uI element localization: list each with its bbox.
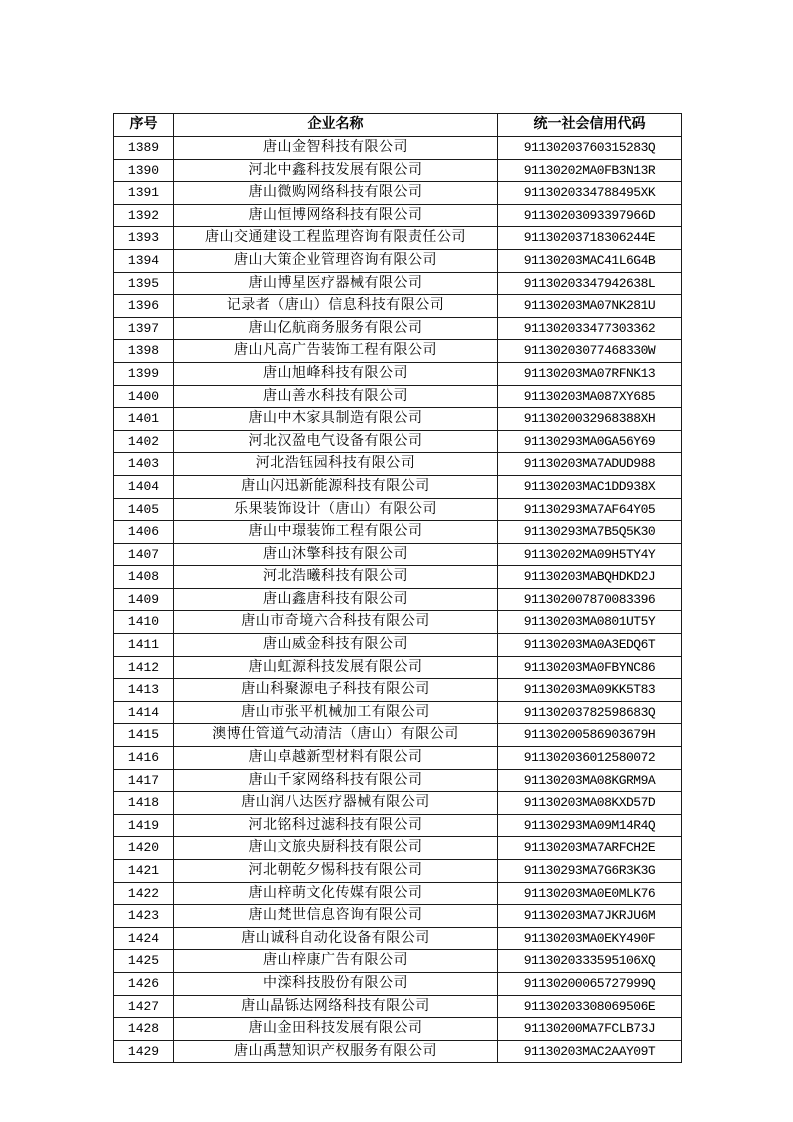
row-credit-code: 91130202MA09H5TY4Y	[498, 543, 682, 566]
row-credit-code: 91130293MA7AF64Y05	[498, 498, 682, 521]
row-credit-code: 91130200MA7FCLB73J	[498, 1018, 682, 1041]
row-credit-code: 91130203347942638L	[498, 272, 682, 295]
table-row	[114, 475, 682, 498]
row-serial-number: 1391	[114, 182, 174, 205]
row-company-name: 唐山科聚源电子科技有限公司	[174, 679, 498, 702]
row-serial-number: 1406	[114, 521, 174, 544]
row-credit-code: 91130202MA0FB3N13R	[498, 159, 682, 182]
table-row	[114, 340, 682, 363]
row-serial-number: 1412	[114, 656, 174, 679]
row-company-name: 唐山大策企业管理咨询有限公司	[174, 249, 498, 272]
row-company-name: 唐山旭峰科技有限公司	[174, 362, 498, 385]
table-row	[114, 1040, 682, 1063]
row-company-name: 唐山晶铄达网络科技有限公司	[174, 995, 498, 1018]
row-credit-code: 911302033477303362	[498, 317, 682, 340]
row-company-name: 唐山润八达医疗器械有限公司	[174, 792, 498, 815]
table-row	[114, 272, 682, 295]
row-serial-number: 1392	[114, 204, 174, 227]
table-row	[114, 724, 682, 747]
table-row	[114, 317, 682, 340]
row-serial-number: 1423	[114, 905, 174, 928]
table-row	[114, 249, 682, 272]
row-company-name: 河北浩曦科技有限公司	[174, 566, 498, 589]
row-credit-code: 91130200586903679H	[498, 724, 682, 747]
row-company-name: 澳博仕管道气动清洁（唐山）有限公司	[174, 724, 498, 747]
company-table	[113, 113, 682, 1063]
table-row	[114, 430, 682, 453]
table-row	[114, 521, 682, 544]
header-serial-number: 序号	[114, 114, 174, 137]
row-serial-number: 1429	[114, 1040, 174, 1063]
table-row	[114, 792, 682, 815]
row-credit-code: 91130203MA0A3EDQ6T	[498, 634, 682, 657]
row-company-name: 中滦科技股份有限公司	[174, 972, 498, 995]
row-serial-number: 1409	[114, 588, 174, 611]
table-row	[114, 701, 682, 724]
row-serial-number: 1395	[114, 272, 174, 295]
row-credit-code: 91130203MAC1DD938X	[498, 475, 682, 498]
table-row	[114, 408, 682, 431]
row-company-name: 唐山梵世信息咨询有限公司	[174, 905, 498, 928]
row-company-name: 乐果装饰设计（唐山）有限公司	[174, 498, 498, 521]
row-company-name: 唐山千家网络科技有限公司	[174, 769, 498, 792]
row-serial-number: 1394	[114, 249, 174, 272]
row-company-name: 唐山市张平机械加工有限公司	[174, 701, 498, 724]
row-serial-number: 1407	[114, 543, 174, 566]
row-serial-number: 1398	[114, 340, 174, 363]
row-company-name: 唐山鑫唐科技有限公司	[174, 588, 498, 611]
row-serial-number: 1426	[114, 972, 174, 995]
row-credit-code: 91130203718306244E	[498, 227, 682, 250]
table-row	[114, 972, 682, 995]
row-company-name: 唐山沐擎科技有限公司	[174, 543, 498, 566]
row-credit-code: 911302036012580072	[498, 747, 682, 770]
row-credit-code: 9113020333595106XQ	[498, 950, 682, 973]
row-credit-code: 91130293MA0GA56Y69	[498, 430, 682, 453]
table-header-row	[114, 114, 682, 137]
row-company-name: 唐山善水科技有限公司	[174, 385, 498, 408]
row-serial-number: 1428	[114, 1018, 174, 1041]
row-credit-code: 91130293MA7B5Q5K30	[498, 521, 682, 544]
row-serial-number: 1418	[114, 792, 174, 815]
table-row	[114, 137, 682, 160]
row-credit-code: 9113020032968388XH	[498, 408, 682, 431]
table-row	[114, 950, 682, 973]
row-credit-code: 91130293MA7G6R3K3G	[498, 860, 682, 883]
row-credit-code: 91130203MA0EKY490F	[498, 927, 682, 950]
row-credit-code: 91130203077468330W	[498, 340, 682, 363]
row-company-name: 唐山亿航商务服务有限公司	[174, 317, 498, 340]
row-credit-code: 91130203MA07RFNK13	[498, 362, 682, 385]
table-row	[114, 747, 682, 770]
table-row	[114, 927, 682, 950]
row-company-name: 唐山凡高广告装饰工程有限公司	[174, 340, 498, 363]
row-company-name: 唐山虹源科技发展有限公司	[174, 656, 498, 679]
row-serial-number: 1421	[114, 860, 174, 883]
row-company-name: 唐山博星医疗器械有限公司	[174, 272, 498, 295]
row-serial-number: 1414	[114, 701, 174, 724]
table-row	[114, 159, 682, 182]
row-company-name: 唐山恒博网络科技有限公司	[174, 204, 498, 227]
header-credit-code: 统一社会信用代码	[498, 114, 682, 137]
table-row	[114, 182, 682, 205]
row-credit-code: 91130203782598683Q	[498, 701, 682, 724]
table-row	[114, 611, 682, 634]
row-serial-number: 1420	[114, 837, 174, 860]
table-row	[114, 860, 682, 883]
row-company-name: 唐山金智科技有限公司	[174, 137, 498, 160]
row-credit-code: 91130203MA087XY685	[498, 385, 682, 408]
row-serial-number: 1415	[114, 724, 174, 747]
row-company-name: 唐山交通建设工程监理咨询有限责任公司	[174, 227, 498, 250]
row-credit-code: 91130203093397966D	[498, 204, 682, 227]
table-row	[114, 882, 682, 905]
row-company-name: 唐山梓康广告有限公司	[174, 950, 498, 973]
table-row	[114, 634, 682, 657]
row-credit-code: 91130203760315283Q	[498, 137, 682, 160]
row-serial-number: 1399	[114, 362, 174, 385]
row-company-name: 唐山威金科技有限公司	[174, 634, 498, 657]
row-serial-number: 1397	[114, 317, 174, 340]
row-serial-number: 1390	[114, 159, 174, 182]
row-serial-number: 1416	[114, 747, 174, 770]
row-company-name: 记录者（唐山）信息科技有限公司	[174, 295, 498, 318]
row-serial-number: 1389	[114, 137, 174, 160]
row-credit-code: 91130203MA08KGRM9A	[498, 769, 682, 792]
row-credit-code: 91130203MA7ARFCH2E	[498, 837, 682, 860]
row-credit-code: 91130203MA7ADUD988	[498, 453, 682, 476]
row-credit-code: 91130203MA7JKRJU6M	[498, 905, 682, 928]
table-row	[114, 679, 682, 702]
row-credit-code: 91130203MA0E0MLK76	[498, 882, 682, 905]
row-serial-number: 1422	[114, 882, 174, 905]
row-company-name: 河北汉盈电气设备有限公司	[174, 430, 498, 453]
row-credit-code: 91130203MA0FBYNC86	[498, 656, 682, 679]
table-row	[114, 814, 682, 837]
row-company-name: 唐山金田科技发展有限公司	[174, 1018, 498, 1041]
row-serial-number: 1403	[114, 453, 174, 476]
table-row	[114, 588, 682, 611]
row-serial-number: 1419	[114, 814, 174, 837]
row-serial-number: 1400	[114, 385, 174, 408]
row-serial-number: 1402	[114, 430, 174, 453]
row-credit-code: 91130203308069506E	[498, 995, 682, 1018]
row-company-name: 唐山中璟装饰工程有限公司	[174, 521, 498, 544]
row-credit-code: 91130293MA09M14R4Q	[498, 814, 682, 837]
row-company-name: 唐山市奇境六合科技有限公司	[174, 611, 498, 634]
row-credit-code: 91130203MA09KK5T83	[498, 679, 682, 702]
table-row	[114, 453, 682, 476]
row-serial-number: 1396	[114, 295, 174, 318]
table-row	[114, 385, 682, 408]
table-row	[114, 995, 682, 1018]
row-serial-number: 1411	[114, 634, 174, 657]
row-credit-code: 91130203MABQHDKD2J	[498, 566, 682, 589]
row-serial-number: 1404	[114, 475, 174, 498]
row-serial-number: 1425	[114, 950, 174, 973]
row-credit-code: 91130200065727999Q	[498, 972, 682, 995]
row-credit-code: 91130203MA08KXD57D	[498, 792, 682, 815]
row-company-name: 河北铭科过滤科技有限公司	[174, 814, 498, 837]
table-row	[114, 769, 682, 792]
row-company-name: 河北朝乾夕惕科技有限公司	[174, 860, 498, 883]
row-serial-number: 1401	[114, 408, 174, 431]
row-company-name: 唐山闪迅新能源科技有限公司	[174, 475, 498, 498]
row-credit-code: 91130203MAC2AAY09T	[498, 1040, 682, 1063]
table-row	[114, 362, 682, 385]
row-credit-code: 9113020334788495XK	[498, 182, 682, 205]
row-credit-code: 91130203MAC41L6G4B	[498, 249, 682, 272]
table-row	[114, 543, 682, 566]
row-company-name: 河北中鑫科技发展有限公司	[174, 159, 498, 182]
row-company-name: 唐山文旅央厨科技有限公司	[174, 837, 498, 860]
header-company-name: 企业名称	[174, 114, 498, 137]
row-serial-number: 1405	[114, 498, 174, 521]
table-row	[114, 566, 682, 589]
row-company-name: 唐山卓越新型材料有限公司	[174, 747, 498, 770]
row-credit-code: 91130203MA0801UT5Y	[498, 611, 682, 634]
table-row	[114, 1018, 682, 1041]
row-company-name: 唐山诚科自动化设备有限公司	[174, 927, 498, 950]
row-company-name: 唐山微购网络科技有限公司	[174, 182, 498, 205]
row-company-name: 唐山梓萌文化传媒有限公司	[174, 882, 498, 905]
row-serial-number: 1417	[114, 769, 174, 792]
row-credit-code: 911302007870083396	[498, 588, 682, 611]
row-company-name: 唐山禹慧知识产权服务有限公司	[174, 1040, 498, 1063]
table-row	[114, 295, 682, 318]
table-row	[114, 837, 682, 860]
row-serial-number: 1413	[114, 679, 174, 702]
table-row	[114, 656, 682, 679]
row-company-name: 河北浩钰园科技有限公司	[174, 453, 498, 476]
table-row	[114, 227, 682, 250]
table-row	[114, 204, 682, 227]
row-credit-code: 91130203MA07NK281U	[498, 295, 682, 318]
row-serial-number: 1410	[114, 611, 174, 634]
row-serial-number: 1424	[114, 927, 174, 950]
row-serial-number: 1427	[114, 995, 174, 1018]
row-serial-number: 1393	[114, 227, 174, 250]
row-serial-number: 1408	[114, 566, 174, 589]
row-company-name: 唐山中木家具制造有限公司	[174, 408, 498, 431]
table-row	[114, 498, 682, 521]
table-row	[114, 905, 682, 928]
